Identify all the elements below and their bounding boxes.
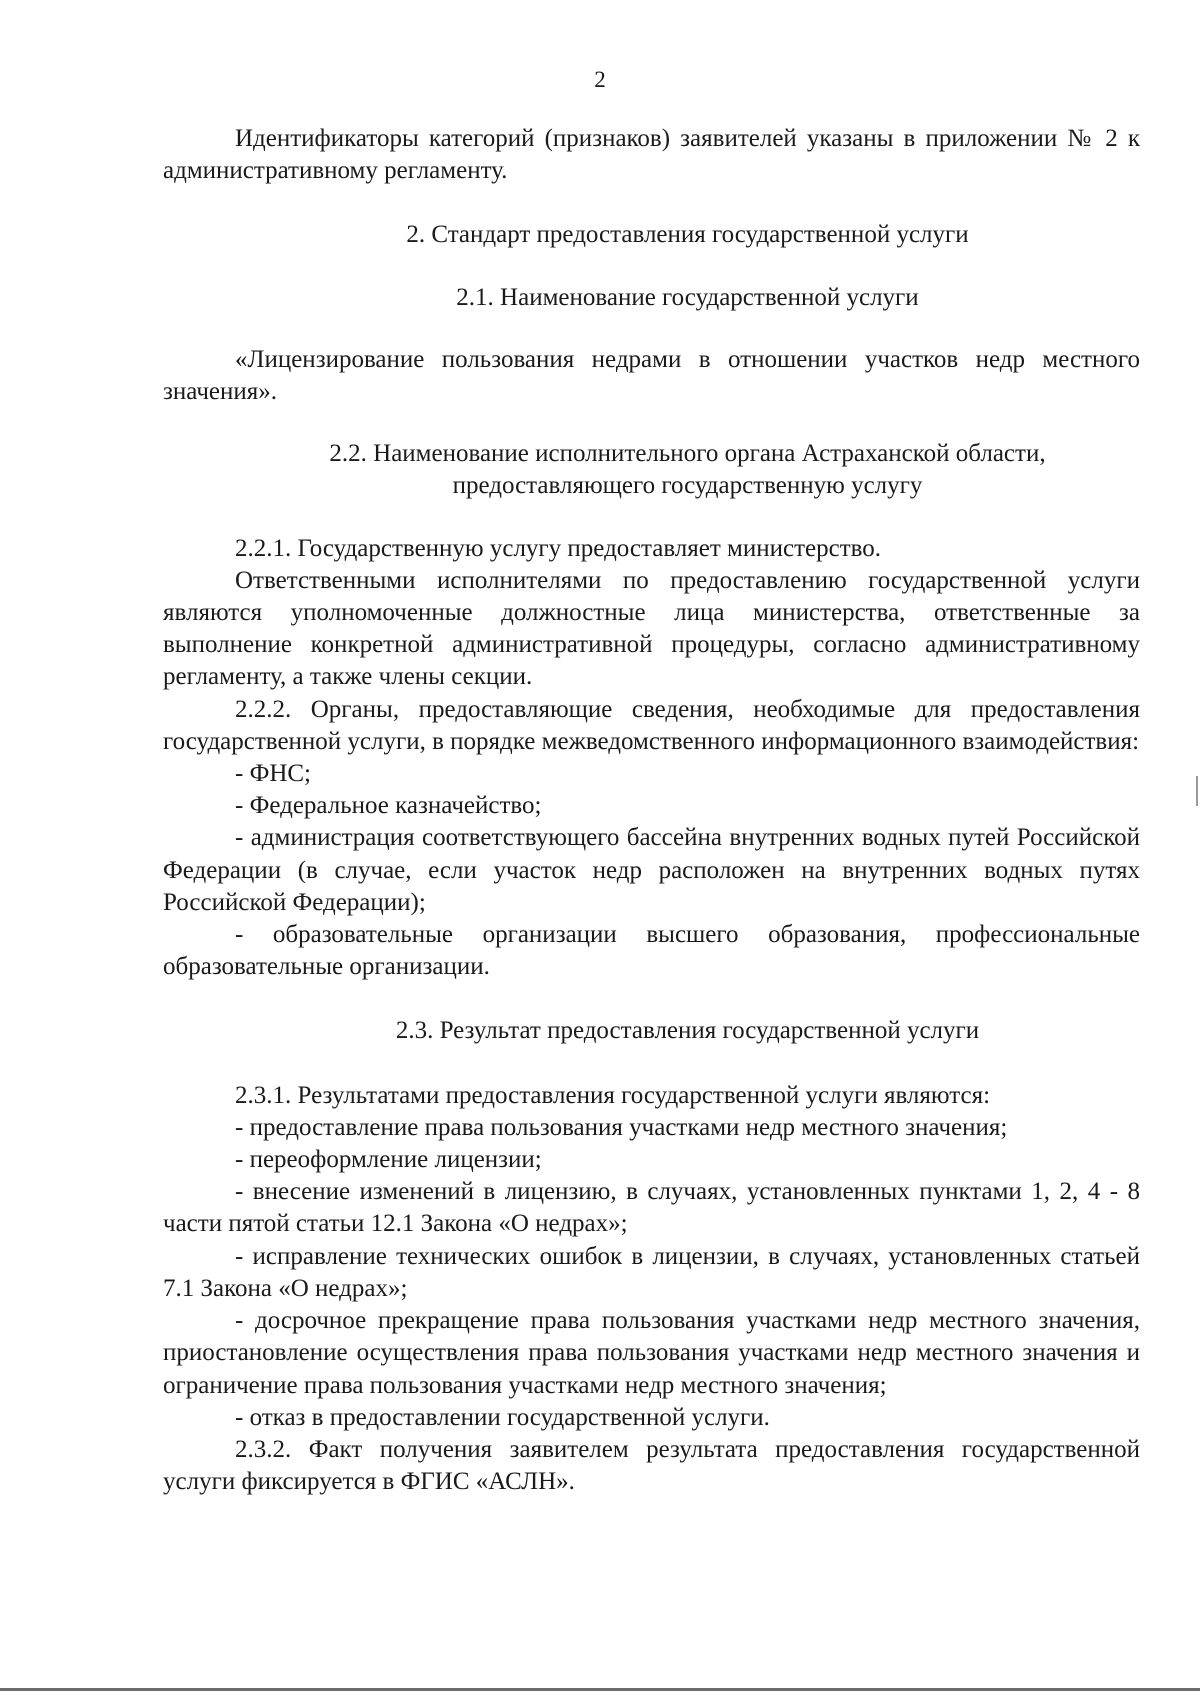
service-name-paragraph: «Лицензирование пользования недрами в отношении участков недр местного значения». xyxy=(163,345,1140,406)
page-bottom-edge xyxy=(0,1688,1200,1691)
list-item: - исправление технических ошибок в лицензии, в случаях, установленных статьей 7.1 Закона «О недрах»; xyxy=(163,1242,1140,1302)
document-body xyxy=(163,123,1140,1498)
list-item: - ФНС; xyxy=(235,760,312,788)
clause-2-2-2: 2.2.2. Органы, предоставляющие сведения, необходимые для предоставления государственной услуги, в порядке межведомственного информационного взаимодействия: xyxy=(163,695,1140,755)
list-item: - отказ в предоставлении государственной услуги. xyxy=(235,1403,770,1431)
list-item: - образовательные организации высшего образования, профессиональные образовательные организации. xyxy=(163,921,1140,981)
list-item: - внесение изменений в лицензию, в случаях, установленных пунктами 1, 2, 4 - 8 части пятой статьи 12.1 Закона «О недрах»; xyxy=(163,1178,1140,1238)
section-2-2-heading-line1: 2.2. Наименование исполнительного органа Астраханской области, xyxy=(329,440,1046,468)
section-2-heading: 2. Стандарт предоставления государственной услуги xyxy=(406,221,969,249)
list-item: - администрация соответствующего бассейна внутренних водных путей Российской Федерации (в случае, если участок недр расположен на внутренних водных путях Российской Федерации); xyxy=(163,824,1140,916)
clause-2-3-1: 2.3.1. Результатами предоставления государственной услуги являются: xyxy=(235,1081,991,1109)
list-item: - переоформление лицензии; xyxy=(235,1146,542,1174)
list-item: - досрочное прекращение права пользования участками недр местного значения, приостановление осуществления права пользования участками недр местного значения и ограничение права пользования участками недр местного значения; xyxy=(163,1307,1140,1399)
scan-edge-mark xyxy=(1196,776,1198,806)
section-2-3-heading: 2.3. Результат предоставления государственной услуги xyxy=(395,1017,980,1045)
intro-paragraph: Идентификаторы категорий (признаков) заявителей указаны в приложении № 2 к административному регламенту. xyxy=(163,125,1140,185)
clause-2-3-2: 2.3.2. Факт получения заявителем результата предоставления государственной услуги фиксируется в ФГИС «АСЛН». xyxy=(163,1435,1140,1496)
clause-2-2-1: 2.2.1. Государственную услугу предоставляет министерство. xyxy=(235,534,882,562)
page-number: 2 xyxy=(594,67,606,92)
list-item: - предоставление права пользования участками недр местного значения; xyxy=(235,1113,1008,1141)
section-2-1-heading: 2.1. Наименование государственной услуги xyxy=(456,283,919,311)
section-2-2-heading-line2: предоставляющего государственную услугу xyxy=(452,472,923,500)
responsible-executors-paragraph: Ответственными исполнителями по предоставлению государственной услуги являются уполномоченные должностные лица министерства, ответственные за выполнение конкретной административной процедуры, согласно административному регламенту, а также члены секции. xyxy=(163,566,1140,691)
list-item: - Федеральное казначейство; xyxy=(235,792,542,820)
